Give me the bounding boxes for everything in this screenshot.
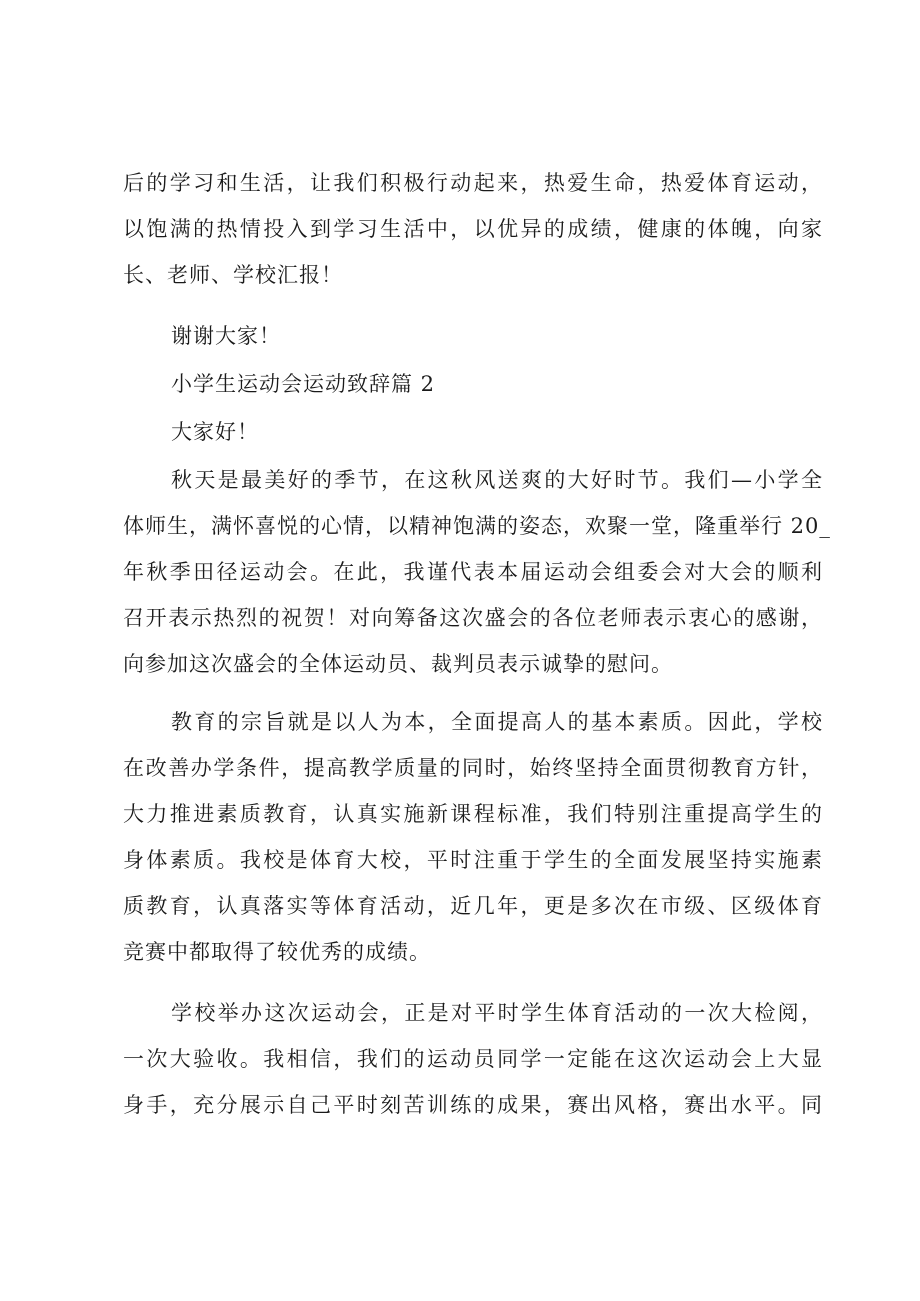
text-line: 质教育，认真落实等体育活动，近几年，更是多次在市级、区级体育 [123,894,823,918]
thanks-line [123,313,823,359]
section-title [123,361,823,407]
text-line: 向参加这次盛会的全体运动员、裁判员表示诚挚的慰问。 [123,652,673,676]
paragraph-education [123,699,823,975]
text-line: 学校举办这次运动会，正是对平时学生体育活动的一次大检阅， [171,1001,823,1025]
text-line: 教育的宗旨就是以人为本，全面提高人的基本素质。因此，学校 [171,710,823,734]
text-line: 体师生，满怀喜悦的心情，以精神饱满的姿态，欢聚一堂，隆重举行 20_ [123,514,831,538]
text-line: 身手，充分展示自己平时刻苦训练的成果，赛出风格，赛出水平。同 [123,1093,823,1117]
greeting-line [123,409,823,455]
text-line: 长、老师、学校汇报！ [123,263,343,287]
text-line: 小学生运动会运动致辞篇 2 [171,372,436,396]
paragraph-autumn [123,457,831,687]
text-line: 后的学习和生活，让我们积极行动起来，热爱生命，热爱体育运动， [123,171,823,195]
text-line: 以饱满的热情投入到学习生活中，以优异的成绩，健康的体魄，向家 [123,217,823,241]
text-line: 召开表示热烈的祝贺！对向筹备这次盛会的各位老师表示衷心的感谢， [123,606,823,630]
text-line: 大家好！ [171,420,259,444]
text-line: 在改善办学条件，提高教学质量的同时，始终坚持全面贯彻教育方针， [123,756,823,780]
text-line: 年秋季田径运动会。在此，我谨代表本届运动会组委会对大会的顺利 [123,560,823,584]
text-line: 一次大验收。我相信，我们的运动员同学一定能在这次运动会上大显 [123,1047,823,1071]
text-line: 身体素质。我校是体育大校，平时注重于学生的全面发展坚持实施素 [123,848,823,872]
continuation-paragraph [123,160,823,298]
text-line: 大力推进素质教育，认真实施新课程标准，我们特别注重提高学生的 [123,802,823,826]
paragraph-sports-meet [123,990,823,1128]
text-line: 竞赛中都取得了较优秀的成绩。 [123,940,431,964]
text-line: 秋天是最美好的季节，在这秋风送爽的大好时节。我们—小学全 [171,468,823,492]
text-line: 谢谢大家！ [171,324,281,348]
